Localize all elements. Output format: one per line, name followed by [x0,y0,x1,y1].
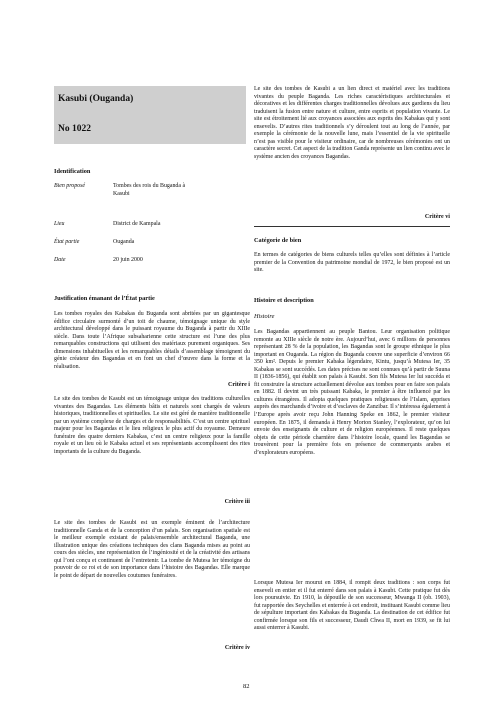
category-heading: Catégorie de bien [254,237,302,244]
section-divider [254,226,450,227]
justification-paragraph-2: Le site des tombes de Kasubi est un témoignage unique des traditions culturelles vivantes des Bagandas. Les éléments bâtis et naturels sont chargés de valeurs historiques, traditionnelles et spirituelles. Le site est géré de manière traditionnelle par un système complexe de charges et de responsabilités. C’est un centre spirituel majeur pour les Bagandas et le lieu religieux le plus actif du royaume. Demeure funéraire des quatre derniers Kabakas, c’est un centre religieux pour la famille royale et un lieu où le Kabaka actuel et ses représentants accomplissent des rites importants de la culture du Buganda. [54,396,250,455]
category-paragraph: En termes de catégories de biens culturels telles qu’elles sont définies à l’article premier de la Convention du patrimoine mondial de 1972, le bien proposé est un site. [254,252,450,274]
criterion-iv: Critère iv [224,645,250,651]
justification-paragraph-1: Les tombes royales des Kabakas du Buganda sont abritées par un gigantesque édifice circulaire surmonté d’un toit de chaume, témoignage unique du style architectural développé dans le puissant royaume du Buganda à partir du XIIIe siècle. Dans toute l’Afrique subsaharienne cette structure est l’une des plus remarquables constructions qui utilisent des matériaux purement organiques. Ses dimensions inhabituelles et les remarquables détails d’assemblage témoignent du génie créateur des Bagandas et en font un chef d’œuvre dans la forme et la réalisation. [54,311,250,370]
criterion-iii: Critère iii [224,499,250,505]
nomination-number: No 1022 [58,124,91,134]
history-heading: Histoire et description [254,297,314,304]
page-title: Kasubi (Ouganda) [58,94,134,104]
justification-paragraph-4: Le site des tombes de Kasubi a un lien direct et matériel avec les traditions vivantes du peuple Baganda. Les riches caractéristiques architecturales et décoratives et les différentes charges traditionnelles dévolues aux gardiens du lieu traduisent la fusion entre nature et culture, entre esprits et population vivante. Le site est étroitement lié aux croyances associées aux esprits des Kabakas qui y sont ensevelis. D’autres rites traditionnels s’y déroulent tout au long de l’année, par exemple la cérémonie de la nouvelle lune, mais l’essentiel de la vie spirituelle n’est pas visible pour le visiteur ordinaire, car de nombreuses cérémonies ont un caractère secret. Cet aspect de la tradition Ganda représente un lien continu avec le système ancien des croyances Bagandas. [254,86,450,160]
history-paragraph-1: Les Bagandas appartiennent au peuple Bantou. Leur organisation politique remonte au XIIIe siècle de notre ère. Aujourd’hui, avec 6 millions de personnes représentant 28 % de la population, les Bagandas sont le groupe ethnique le plus important en Ouganda. La région du Buganda couvre une superficie d’environ 66 350 km². Depuis le premier Kabaka légendaire, Kintu, jusqu’à Mutesa Ier, 35 Kabakas se sont succédés. Les dates précises ne sont connues qu’à partir de Suuna II (1836-1856), qui établit son palais à Kasubi. Son fils Mutesa Ier lui succéda et fit construire la structure actuellement dévolue aux tombes pour en faire son palais en 1882. Il devint un très puissant Kabaka, le premier à être influencé par les cultures étrangères. Il adopta quelques pratiques religieuses de l’Islam, apprises auprès des marchands d’ivoire et d’esclaves de Zanzibar. Il s’intéressa également à l’Europe après avoir reçu John Hanning Speke en 1862, le premier visiteur européen. En 1875, il demanda à Henry Morton Stanley, l’explorateur, qu’on lui envoie des enseignants de culture et de religion européennes. Il reste quelques objets de cette période charnière dans l’histoire locale, quand les Bagandas se trouvèrent pour la première fois en présence de commerçants arabes et d’explorateurs européens. [254,329,450,456]
page-number: 82 [243,683,250,690]
criterion-vi: Critère vi [424,214,450,220]
title-box [54,86,246,144]
justification-heading: Justification émanant de l’État partie [54,295,155,302]
justification-paragraph-3: Le site des tombes de Kasubi est un exemple éminent de l’architecture traditionnelle Ganda et de la conception d’un palais. Son organisation spatiale est le meilleur exemple existant de palais/ensemble architectural Baganda, une illustration unique des créations techniques des clans Baganda mises au point au cours des siècles, une représentation de l’ingéniosité et de la créativité des artisans qui l’ont conçu et continuent de l’entretenir. La tombe de Mutesa Ier témoigne du pouvoir de ce roi et de son importance dans l’histoire des Bagandas. Elle marque le point de départ de nouvelles coutumes funéraires. [54,520,250,579]
criterion-i: Critère i [227,382,250,388]
identification-heading: Identification [54,168,91,175]
history-subheading: Histoire [254,313,275,320]
history-paragraph-2: Lorsque Mutesa Ier mourut en 1884, il rompit deux traditions : son corps fut enseveli en entier et il fut enterré dans son palais à Kasubi. Cette pratique fut dès lors poursuivie. En 1910, la dépouille de son successeur, Mwanga II (ob. 1903), fut rapportée des Seychelles et enterrée à cet endroit, instituant Kasubi comme lieu de sépulture important des Kabakas du Buganda. La destination de cet édifice fut confirmée lorsque son fils et successeur, Daudi Chwa II, mort en 1939, se fit lui aussi enterrer à Kasubi. [254,580,450,632]
